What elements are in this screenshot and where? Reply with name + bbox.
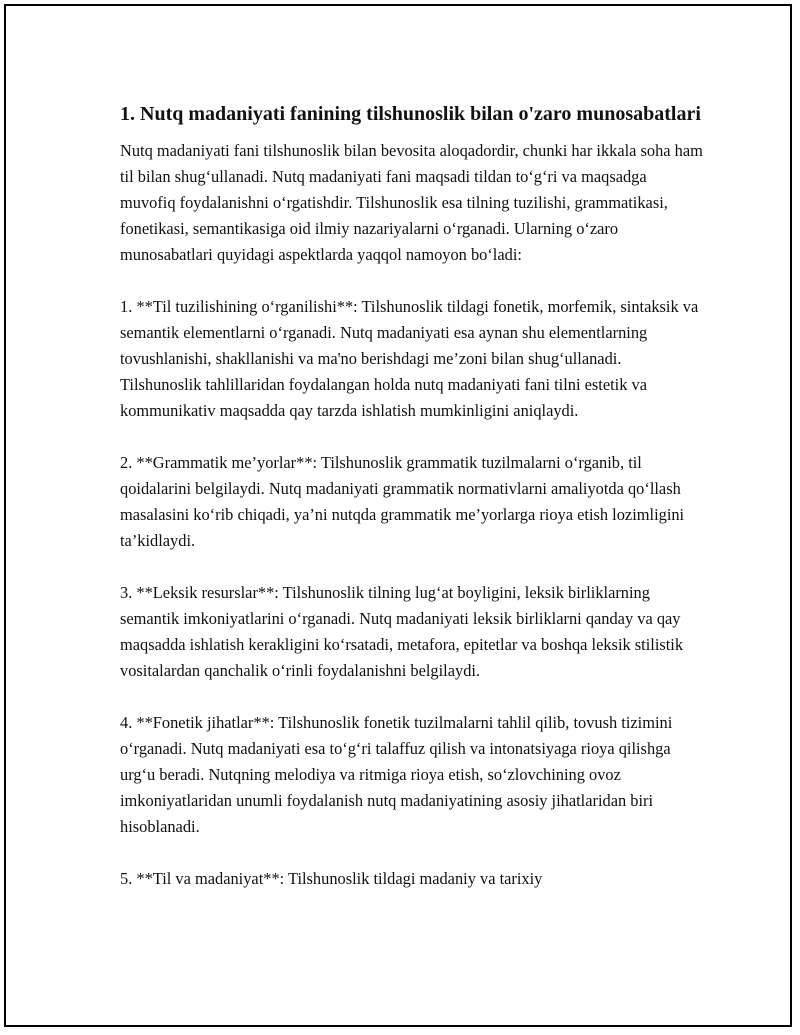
document-body [120,100,706,918]
paragraph-fonetik-jihatlar: 4. **Fonetik jihatlar**: Tilshunoslik fonetik tuzilmalarni tahlil qilib, tovush tizimini o‘rganadi. Nutq madaniyati esa to‘g‘ri talaffuz qilish va intonatsiyaga rioya qilishga urg‘u beradi. Nutqning melodiya va ritmiga rioya etish, so‘zlovchining ovoz imkoniyatlaridan unumli foydalanish nutq madaniyatining asosiy jihatlaridan biri hisoblanadi. [120,713,673,836]
paragraph-leksik-resurslar: 3. **Leksik resurslar**: Tilshunoslik tilning lug‘at boyligini, leksik birliklarning semantik imkoniyatlarini o‘rganadi. Nutq madaniyati leksik birliklarni qanday va qay maqsadda ishlatish kerakligini ko‘rsatadi, metafora, epitetlar va boshqa leksik stilistik vositalardan qanchalik o‘rinli foydalanishni belgilaydi. [120,583,684,680]
document-page [4,4,792,1027]
paragraph-til-va-madaniyat: 5. **Til va madaniyat**: Tilshunoslik tildagi madaniy va tarixiy [120,869,543,888]
paragraph-til-tuzilishi: 1. **Til tuzilishining o‘rganilishi**: Tilshunoslik tildagi fonetik, morfemik, sintaksik va semantik elementlarni o‘rganadi. Nutq madaniyati esa aynan shu elementlarning tovushlanishi, shakllanishi va ma'no berishdagi me’zoni bilan shug‘ullanadi. Tilshunoslik tahlillaridan foydalangan holda nutq madaniyati fani tilni estetik va kommunikativ maqsadda qay tarzda ishlatish mumkinligini aniqlaydi. [120,297,699,420]
section-heading: 1. Nutq madaniyati fanining tilshunoslik bilan o'zaro munosabatlari [120,103,701,125]
intro-paragraph: Nutq madaniyati fani tilshunoslik bilan bevosita aloqadordir, chunki har ikkala soha ham til bilan shug‘ullanadi. Nutq madaniyati fani maqsadi tildan to‘g‘ri va maqsadga muvofiq foydalanishni o‘rgatishdir. Tilshunoslik esa tilning tuzilishi, grammatikasi, fonetikasi, semantikasiga oid ilmiy nazariyalarni o‘rganadi. Ularning o‘zaro munosabatlari quyidagi aspektlarda yaqqol namoyon bo‘ladi: [120,141,703,264]
paragraph-grammatik-meyorlar: 2. **Grammatik me’yorlar**: Tilshunoslik grammatik tuzilmalarni o‘rganib, til qoidalarini belgilaydi. Nutq madaniyati grammatik normativlarni amaliyotda qo‘llash masalasini ko‘rib chiqadi, ya’ni nutqda grammatik me’yorlarga rioya etish lozimligini ta’kidlaydi. [120,453,685,550]
